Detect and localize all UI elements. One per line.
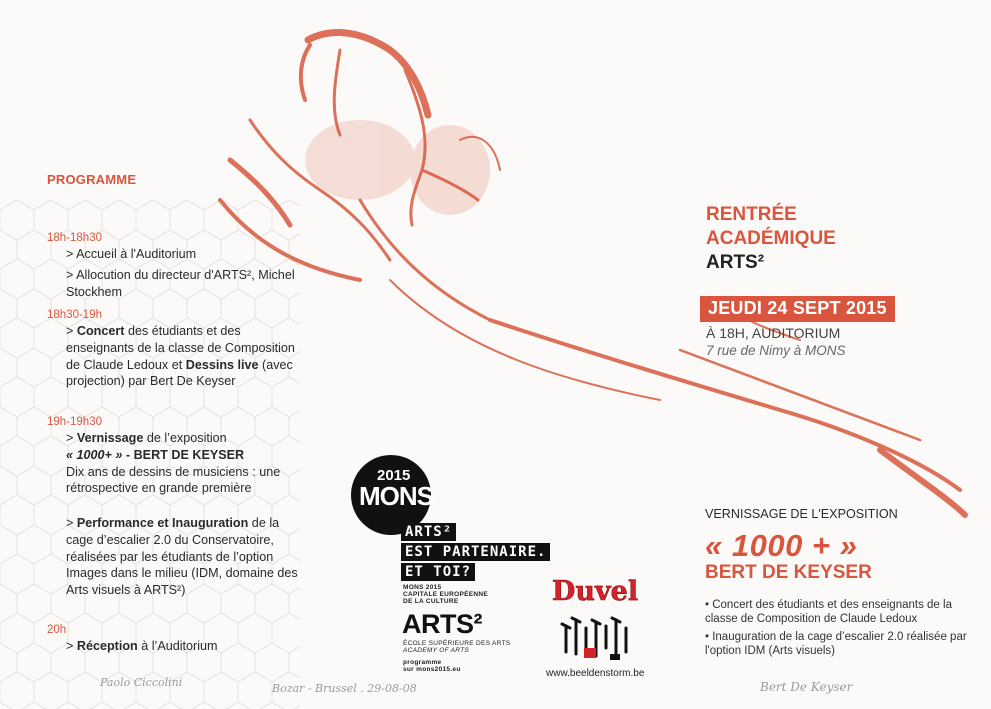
arts2-logo: ARTS² xyxy=(402,609,482,639)
time-slot-3: 19h-19h30 xyxy=(47,416,102,428)
item-bold-concert: Concert xyxy=(76,324,125,338)
programme-note-1: programme xyxy=(403,659,442,666)
partner-slogan xyxy=(401,522,550,582)
programme-item-performance xyxy=(66,515,300,599)
event-address: 7 rue de Nimy à MONS xyxy=(706,343,846,358)
item-1000-italic: « 1000+ » xyxy=(66,447,123,462)
event-line-rentree: RENTRÉE xyxy=(706,204,797,225)
event-line-academique: ACADÉMIQUE xyxy=(706,228,836,249)
time-slot-1: 18h-18h30 xyxy=(47,232,102,244)
item-tail: (avec projection) par Bert De Keyser xyxy=(66,357,293,389)
item-bold-dessins: Dessins live xyxy=(185,357,259,372)
programme-note-2: sur mons2015.eu xyxy=(403,666,461,673)
programme-item-welcome: > Accueil à l'Auditorium xyxy=(66,247,197,261)
exhibition-artist: BERT DE KEYSER xyxy=(705,562,872,583)
event-time-place: À 18H, AUDITORIUM xyxy=(706,325,841,341)
exhibition-title: « 1000 + » xyxy=(705,528,858,563)
exhibition-bullet-concert: • Concert des étudiants et des enseignants de la classe de Composition de Claude Ledoux xyxy=(705,599,952,625)
programme-item-reception xyxy=(66,638,300,655)
event-line-arts2: ARTS² xyxy=(706,252,765,273)
signature-bert-de-keyser: Bert De Keyser xyxy=(760,680,853,694)
beeldenstorm-logo xyxy=(560,614,640,666)
programme-title: PROGRAMME xyxy=(47,172,137,187)
programme-item-concert xyxy=(66,323,300,390)
slogan-line-2: EST PARTENAIRE. xyxy=(401,543,550,561)
item-artist: - BERT DE KEYSER xyxy=(122,447,245,462)
item-bold-reception: Réception xyxy=(76,639,138,653)
signature-bozar: Bozar - Brussel . 29-08-08 xyxy=(272,682,417,695)
programme-note xyxy=(403,659,461,673)
duvel-wordmark: Duvel xyxy=(551,576,639,607)
exhibition-label: VERNISSAGE DE L'EXPOSITION xyxy=(705,507,898,521)
capitale-line-1: MONS 2015 xyxy=(403,584,442,591)
slogan-line-1: ARTS² xyxy=(401,523,456,541)
item-prefix: > xyxy=(66,431,77,445)
programme-item-speech: > Allocution du directeur d'ARTS², Michel Stockhem xyxy=(66,268,295,299)
item-prefix: > xyxy=(66,516,77,530)
mons-word: MONS xyxy=(359,481,433,511)
beeldenstorm-url: www.beeldenstorm.be xyxy=(546,668,645,679)
item-bold-performance: Performance et Inauguration xyxy=(76,516,249,530)
item-text: à l’Auditorium xyxy=(137,639,218,653)
arts2-subtitle xyxy=(403,640,510,654)
signature-ciccolini: Paolo Ciccolini xyxy=(100,676,183,689)
item-prefix: > xyxy=(66,324,77,338)
arts2-sub-2: ACADEMY OF ARTS xyxy=(403,647,470,654)
time-slot-2: 18h30-19h xyxy=(47,309,102,321)
programme-item-vernissage xyxy=(66,430,300,497)
item-bold-vernissage: Vernissage xyxy=(76,431,144,445)
mons-year: 2015 xyxy=(377,467,411,484)
time-slot-4: 20h xyxy=(47,624,67,636)
event-date-band: JEUDI 24 SEPT 2015 xyxy=(700,296,895,322)
item-text: des étudiants et des enseignants de la classe de Composition de Claude Ledoux et xyxy=(66,324,295,372)
mons-capitale-text xyxy=(403,584,488,605)
item-prefix: > xyxy=(66,639,77,653)
exhibition-bullet-inauguration: • Inauguration de la cage d’escalier 2.0 réalisée par l'option IDM (Arts visuels) xyxy=(705,631,967,657)
slogan-line-3: ET TOI? xyxy=(401,563,475,581)
capitale-line-3: DE LA CULTURE xyxy=(403,598,459,605)
item-text: de la cage d’escalier 2.0 du Conservatoire, réalisées par les étudiants de l’option Images dans le milieu (IDM, domaine des Arts visuels à ARTS²) xyxy=(66,516,298,598)
capitale-line-2: CAPITALE EUROPÉENNE xyxy=(403,591,489,598)
duvel-logo xyxy=(545,570,645,610)
item-text: de l’exposition xyxy=(143,431,227,445)
item-description: Dix ans de dessins de musiciens : une rétrospective en grande première xyxy=(66,464,281,496)
arts2-sub-1: ÉCOLE SUPÉRIEURE DES ARTS xyxy=(403,640,511,647)
